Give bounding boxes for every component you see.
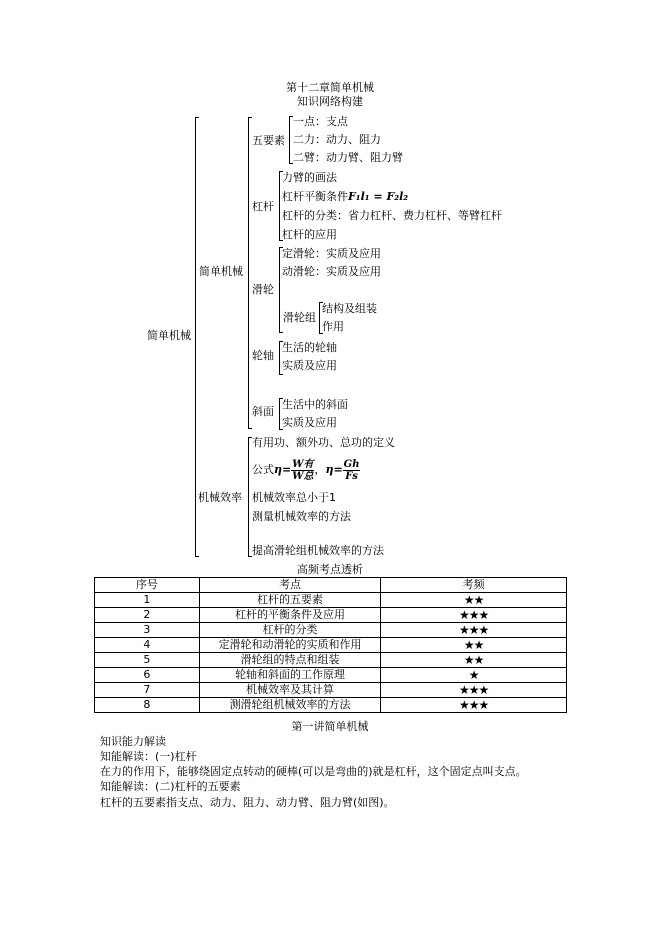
leaf-structure-assembly: 结构及组装 bbox=[322, 302, 377, 315]
leaf-two-arms: 二臂：动力臂、阻力臂 bbox=[293, 151, 403, 164]
branch-efficiency: 机械效率 bbox=[198, 491, 242, 504]
leaf-lever-application: 杠杆的应用 bbox=[282, 228, 337, 241]
efficiency-brace bbox=[248, 437, 249, 557]
node-wheel-axle: 轮轴 bbox=[252, 349, 274, 362]
leaf-fulcrum: 一点：支点 bbox=[293, 115, 348, 128]
row-topic: 杠杆的分类 bbox=[199, 623, 381, 638]
incline-brace bbox=[279, 398, 280, 430]
leaf-lever-types: 杠杆的分类：省力杠杆、费力杠杆、等臂杠杆 bbox=[282, 209, 502, 222]
leaf-movable-pulley: 动滑轮：实质及应用 bbox=[282, 265, 381, 278]
leaf-balance-condition: 杠杆平衡条件F₁l₁ = F₂l₂ bbox=[282, 190, 409, 203]
table-row bbox=[95, 698, 567, 713]
leaf-efficiency-formula: 公式η= $\frac{\text{W有}}{\text{W总}}$ ，η= $\frac{Gh}{Fs}$ bbox=[252, 458, 360, 482]
row-stars: ★ bbox=[381, 668, 567, 683]
row-index: 8 bbox=[95, 698, 200, 713]
leaf-work-definitions: 有用功、额外功、总功的定义 bbox=[252, 436, 395, 449]
table-header-row bbox=[95, 578, 567, 593]
row-stars: ★★★ bbox=[381, 698, 567, 713]
five-elements-brace bbox=[289, 116, 290, 164]
row-topic: 机械效率及其计算 bbox=[199, 683, 381, 698]
freq-title: 高频考点透析 bbox=[297, 563, 363, 576]
leaf-arm-drawing: 力臂的画法 bbox=[282, 171, 337, 184]
table-row bbox=[95, 608, 567, 623]
row-index: 4 bbox=[95, 638, 200, 653]
table-row bbox=[95, 668, 567, 683]
row-stars: ★★ bbox=[381, 638, 567, 653]
row-index: 2 bbox=[95, 608, 200, 623]
row-topic: 滑轮组的特点和组装 bbox=[199, 653, 381, 668]
pulley-group-brace bbox=[319, 302, 320, 334]
leaf-measure-efficiency: 测量机械效率的方法 bbox=[252, 510, 351, 523]
body-line-2: 知能解读：(一)杠杆 bbox=[100, 750, 197, 763]
row-topic: 测滑轮组机械效率的方法 bbox=[199, 698, 381, 713]
row-topic: 轮轴和斜面的工作原理 bbox=[199, 668, 381, 683]
wheel-axle-brace bbox=[279, 341, 280, 375]
row-index: 1 bbox=[95, 593, 200, 608]
tree-root-label: 简单机械 bbox=[147, 329, 191, 342]
leaf-wheel-axle-life: 生活的轮轴 bbox=[282, 341, 337, 354]
chapter-title: 第十二章简单机械 bbox=[286, 81, 374, 94]
leaf-incline-essence: 实质及应用 bbox=[282, 416, 337, 429]
header-frequency: 考频 bbox=[381, 578, 567, 593]
row-stars: ★★ bbox=[381, 653, 567, 668]
lecture-title: 第一讲简单机械 bbox=[291, 720, 369, 733]
leaf-fixed-pulley: 定滑轮：实质及应用 bbox=[282, 247, 381, 260]
node-incline: 斜面 bbox=[252, 405, 274, 418]
row-topic: 定滑轮和动滑轮的实质和作用 bbox=[199, 638, 381, 653]
balance-formula: F₁l₁ = F₂l₂ bbox=[348, 190, 409, 203]
node-lever: 杠杆 bbox=[252, 200, 274, 213]
body-line-3: 在力的作用下，能够绕固定点转动的硬棒(可以是弯曲的)就是杠杆，这个固定点叫支点。 bbox=[100, 765, 527, 778]
table-row bbox=[95, 623, 567, 638]
leaf-wheel-axle-essence: 实质及应用 bbox=[282, 359, 337, 372]
root-brace bbox=[195, 117, 196, 557]
row-topic: 杠杆的平衡条件及应用 bbox=[199, 608, 381, 623]
leaf-pulley-group-function: 作用 bbox=[322, 320, 344, 333]
section-subtitle: 知识网络构建 bbox=[297, 95, 363, 108]
node-pulley: 滑轮 bbox=[252, 283, 274, 296]
row-stars: ★★★ bbox=[381, 608, 567, 623]
row-stars: ★★★ bbox=[381, 683, 567, 698]
body-line-1: 知识能力解读 bbox=[100, 735, 166, 748]
simple-machines-brace bbox=[248, 117, 249, 429]
table-row bbox=[95, 593, 567, 608]
table-row bbox=[95, 638, 567, 653]
node-pulley-group: 滑轮组 bbox=[283, 311, 316, 324]
body-line-4: 知能解读：(二)杠杆的五要素 bbox=[100, 780, 241, 793]
table-row bbox=[95, 653, 567, 668]
row-topic: 杠杆的五要素 bbox=[199, 593, 381, 608]
leaf-incline-life: 生活中的斜面 bbox=[282, 398, 348, 411]
header-index: 序号 bbox=[95, 578, 200, 593]
table-row bbox=[95, 683, 567, 698]
row-stars: ★★ bbox=[381, 593, 567, 608]
row-stars: ★★★ bbox=[381, 623, 567, 638]
leaf-two-forces: 二力：动力、阻力 bbox=[293, 133, 381, 146]
pulley-brace bbox=[279, 247, 280, 333]
row-index: 3 bbox=[95, 623, 200, 638]
header-topic: 考点 bbox=[199, 578, 381, 593]
leaf-efficiency-less-than-one: 机械效率总小于1 bbox=[252, 491, 336, 504]
body-line-5: 杠杆的五要素指支点、动力、阻力、动力臂、阻力臂(如图)。 bbox=[100, 796, 395, 809]
lever-brace bbox=[279, 171, 280, 241]
row-index: 6 bbox=[95, 668, 200, 683]
row-index: 5 bbox=[95, 653, 200, 668]
frequency-table bbox=[94, 577, 567, 713]
branch-simple-machines: 简单机械 bbox=[199, 265, 243, 278]
row-index: 7 bbox=[95, 683, 200, 698]
leaf-improve-efficiency: 提高滑轮组机械效率的方法 bbox=[252, 544, 384, 557]
node-five-elements: 五要素 bbox=[252, 134, 285, 147]
